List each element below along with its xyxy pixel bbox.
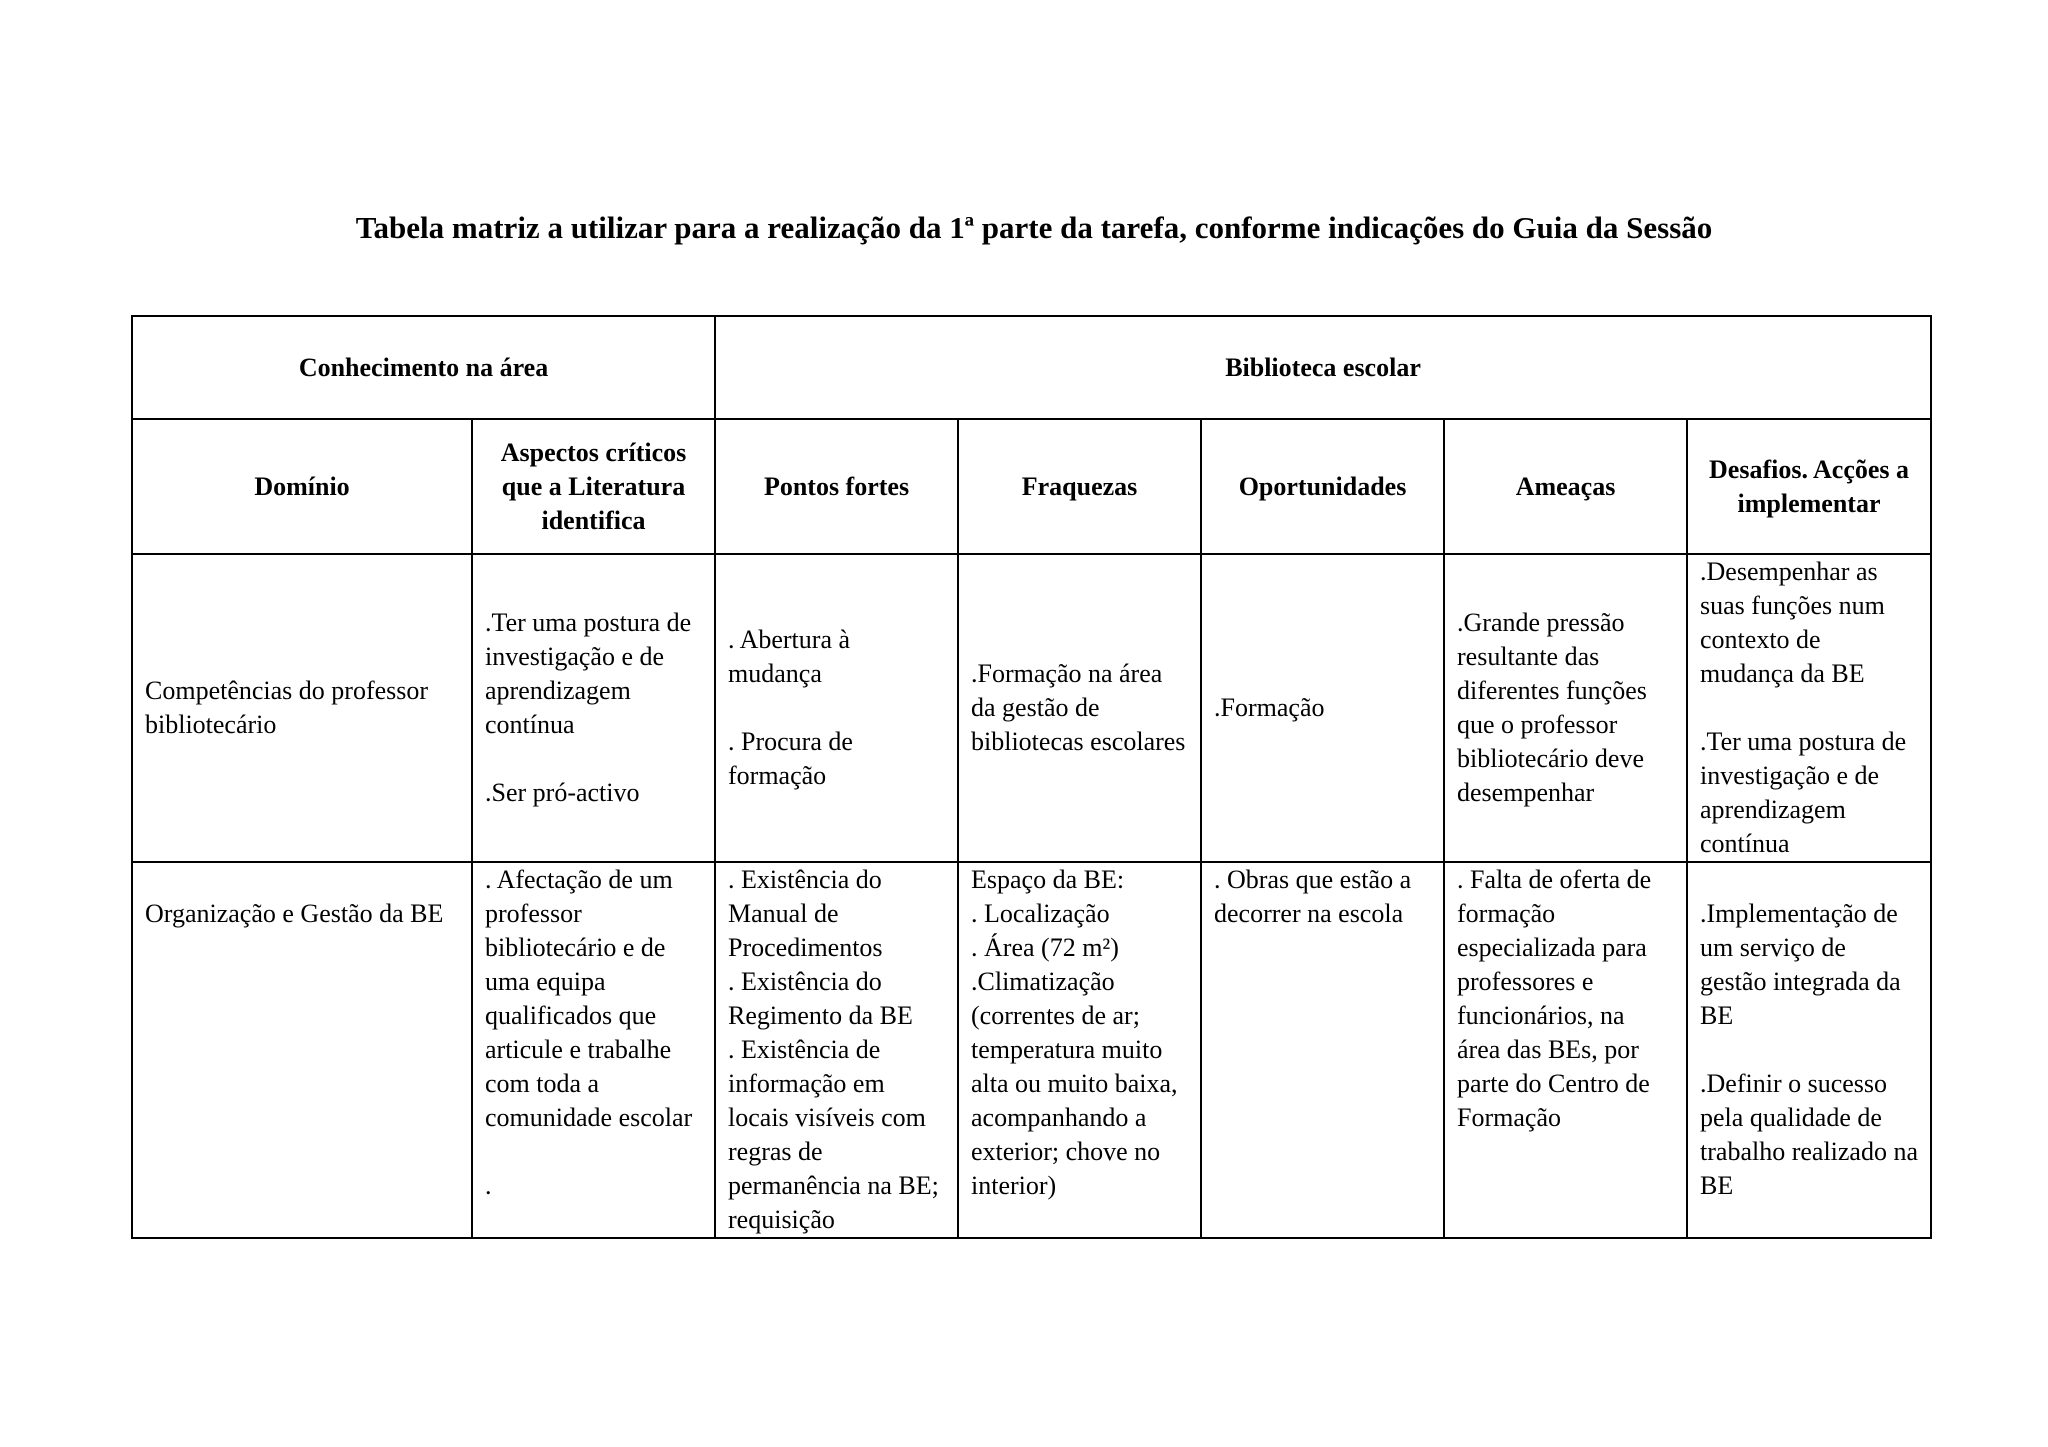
cell-text: .Formação	[1214, 693, 1325, 722]
cell-text: .	[485, 1171, 492, 1200]
cell-dominio	[132, 554, 472, 862]
column-header-pontos-fortes: Pontos fortes	[715, 419, 958, 554]
page-title: Tabela matriz a utilizar para a realização da 1ª parte da tarefa, conforme indicações do Guia da Sessão	[355, 210, 1713, 245]
cell-desafios	[1687, 862, 1931, 1238]
cell-text: .Implementação de um serviço de gestão integrada da BE	[1700, 899, 1901, 1030]
cell-text: .Climatização (correntes de ar; temperatura muito alta ou muito baixa, acompanhando a exterior; chove no interior)	[971, 967, 1178, 1200]
cell-desafios	[1687, 554, 1931, 862]
cell-fraquezas	[958, 554, 1201, 862]
cell-text: Espaço da BE:	[971, 865, 1125, 894]
cell-text: . Abertura à mudança	[728, 625, 851, 688]
cell-fraquezas	[958, 862, 1201, 1238]
cell-pontos-fortes	[715, 554, 958, 862]
cell-ameacas	[1444, 554, 1687, 862]
cell-aspectos	[472, 862, 715, 1238]
cell-pontos-fortes	[715, 862, 958, 1238]
cell-text: .Ter uma postura de investigação e de aprendizagem contínua	[1700, 727, 1907, 858]
cell-text: Competências do professor bibliotecário	[145, 676, 429, 739]
cell-text: . Obras que estão a decorrer na escola	[1214, 865, 1412, 928]
cell-text: . Existência do Manual de Procedimentos	[728, 865, 883, 962]
column-header-desafios: Desafios. Acções a implementar	[1687, 419, 1931, 554]
group-header-knowledge: Conhecimento na área	[132, 316, 715, 419]
cell-text: . Falta de oferta de formação especializada para professores e funcionários, na área das BEs, por parte do Centro de Formação	[1457, 865, 1652, 1132]
cell-ameacas	[1444, 862, 1687, 1238]
cell-text: .Grande pressão resultante das diferentes funções que o professor bibliotecário deve desempenhar	[1457, 608, 1647, 807]
cell-dominio	[132, 862, 472, 1238]
group-header-library: Biblioteca escolar	[715, 316, 1931, 419]
column-header-oportunidades: Oportunidades	[1201, 419, 1444, 554]
cell-text: .Ter uma postura de investigação e de aprendizagem contínua	[485, 608, 692, 739]
table-row	[132, 554, 1931, 862]
column-header-row	[132, 419, 1931, 554]
column-header-fraquezas: Fraquezas	[958, 419, 1201, 554]
cell-text: .Formação na área da gestão de bibliotecas escolares	[971, 659, 1186, 756]
cell-text: . Existência do Regimento da BE	[728, 967, 913, 1030]
cell-text: .Definir o sucesso pela qualidade de trabalho realizado na BE	[1700, 1069, 1919, 1200]
cell-text: Organização e Gestão da BE	[145, 899, 444, 928]
cell-text: .Desempenhar as suas funções num contexto de mudança da BE	[1700, 557, 1885, 688]
group-header-row	[132, 316, 1931, 419]
cell-text: .Ser pró-activo	[485, 778, 640, 807]
cell-oportunidades	[1201, 862, 1444, 1238]
cell-aspectos	[472, 554, 715, 862]
cell-text: . Procura de formação	[728, 727, 853, 790]
swot-matrix-table	[131, 315, 1932, 1239]
cell-text: . Área (72 m²)	[971, 933, 1119, 962]
cell-text: . Localização	[971, 899, 1110, 928]
column-header-aspectos: Aspectos críticos que a Literatura identifica	[472, 419, 715, 554]
column-header-ameacas: Ameaças	[1444, 419, 1687, 554]
cell-text: . Afectação de um professor bibliotecário e de uma equipa qualificados que articule e trabalhe com toda a comunidade escolar	[485, 865, 693, 1132]
cell-text: . Existência de informação em locais visíveis com regras de permanência na BE; requisição	[728, 1035, 939, 1234]
table-row	[132, 862, 1931, 1238]
column-header-dominio: Domínio	[132, 419, 472, 554]
cell-oportunidades	[1201, 554, 1444, 862]
